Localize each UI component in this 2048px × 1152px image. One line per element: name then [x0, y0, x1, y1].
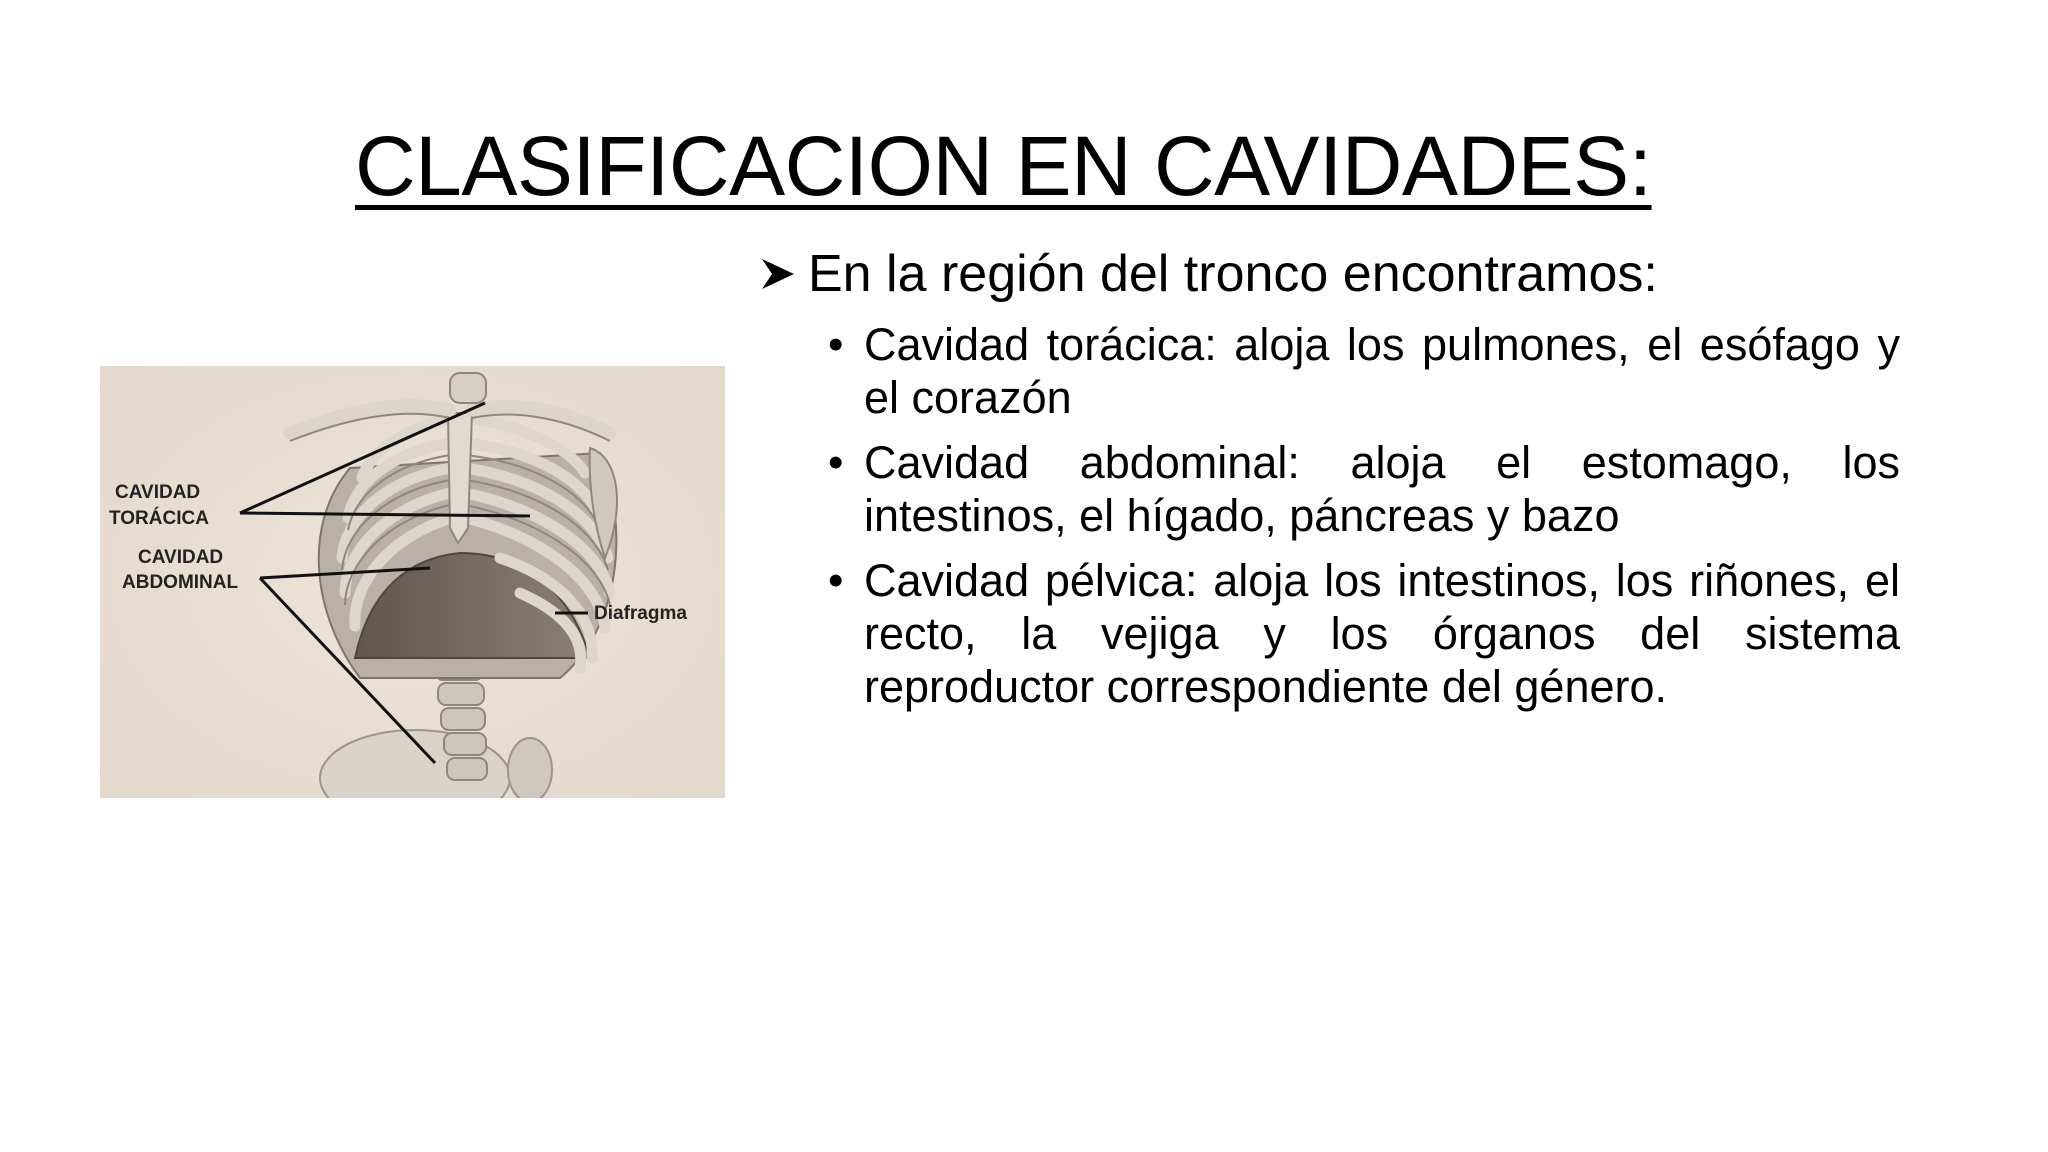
label-diafragma: Diafragma [594, 603, 687, 624]
list-item [828, 318, 1900, 424]
slide-content [760, 242, 1900, 713]
label-cavidad-toracica-line1: CAVIDAD [115, 482, 201, 503]
slide-title: CLASIFICACION EN CAVIDADES: [355, 119, 1652, 213]
sternum-shape [448, 413, 472, 543]
thorax-illustration-svg [100, 358, 725, 798]
label-cavidad-toracica-line2: TORÁCICA [109, 508, 209, 529]
label-cavidad-abdominal-line2: ABDOMINAL [122, 572, 239, 593]
bullet-text-pelvica: Cavidad pélvica: aloja los intestinos, los riñones, el recto, la vejiga y los órganos del sistema reproductor correspondiente del género. [864, 555, 1900, 712]
intro-text: En la región del tronco encontramos: [808, 245, 1658, 303]
bullet-dot-icon: • [828, 320, 844, 369]
bullet-dot-icon: • [828, 556, 844, 605]
cavity-list [760, 318, 1900, 713]
arrow-bullet-icon [760, 242, 798, 306]
thorax-illustration [100, 358, 725, 798]
bullet-text-toracica: Cavidad torácica: aloja los pulmones, el esófago y el corazón [864, 319, 1900, 423]
label-cavidad-abdominal-line1: CAVIDAD [138, 547, 224, 568]
list-item [828, 554, 1900, 713]
bullet-dot-icon: • [828, 438, 844, 487]
list-item [828, 436, 1900, 542]
cervical-vertebra [450, 373, 486, 403]
intro-line [760, 242, 1900, 306]
bullet-text-abdominal: Cavidad abdominal: aloja el estomago, los intestinos, el hígado, páncreas y bazo [864, 437, 1900, 541]
